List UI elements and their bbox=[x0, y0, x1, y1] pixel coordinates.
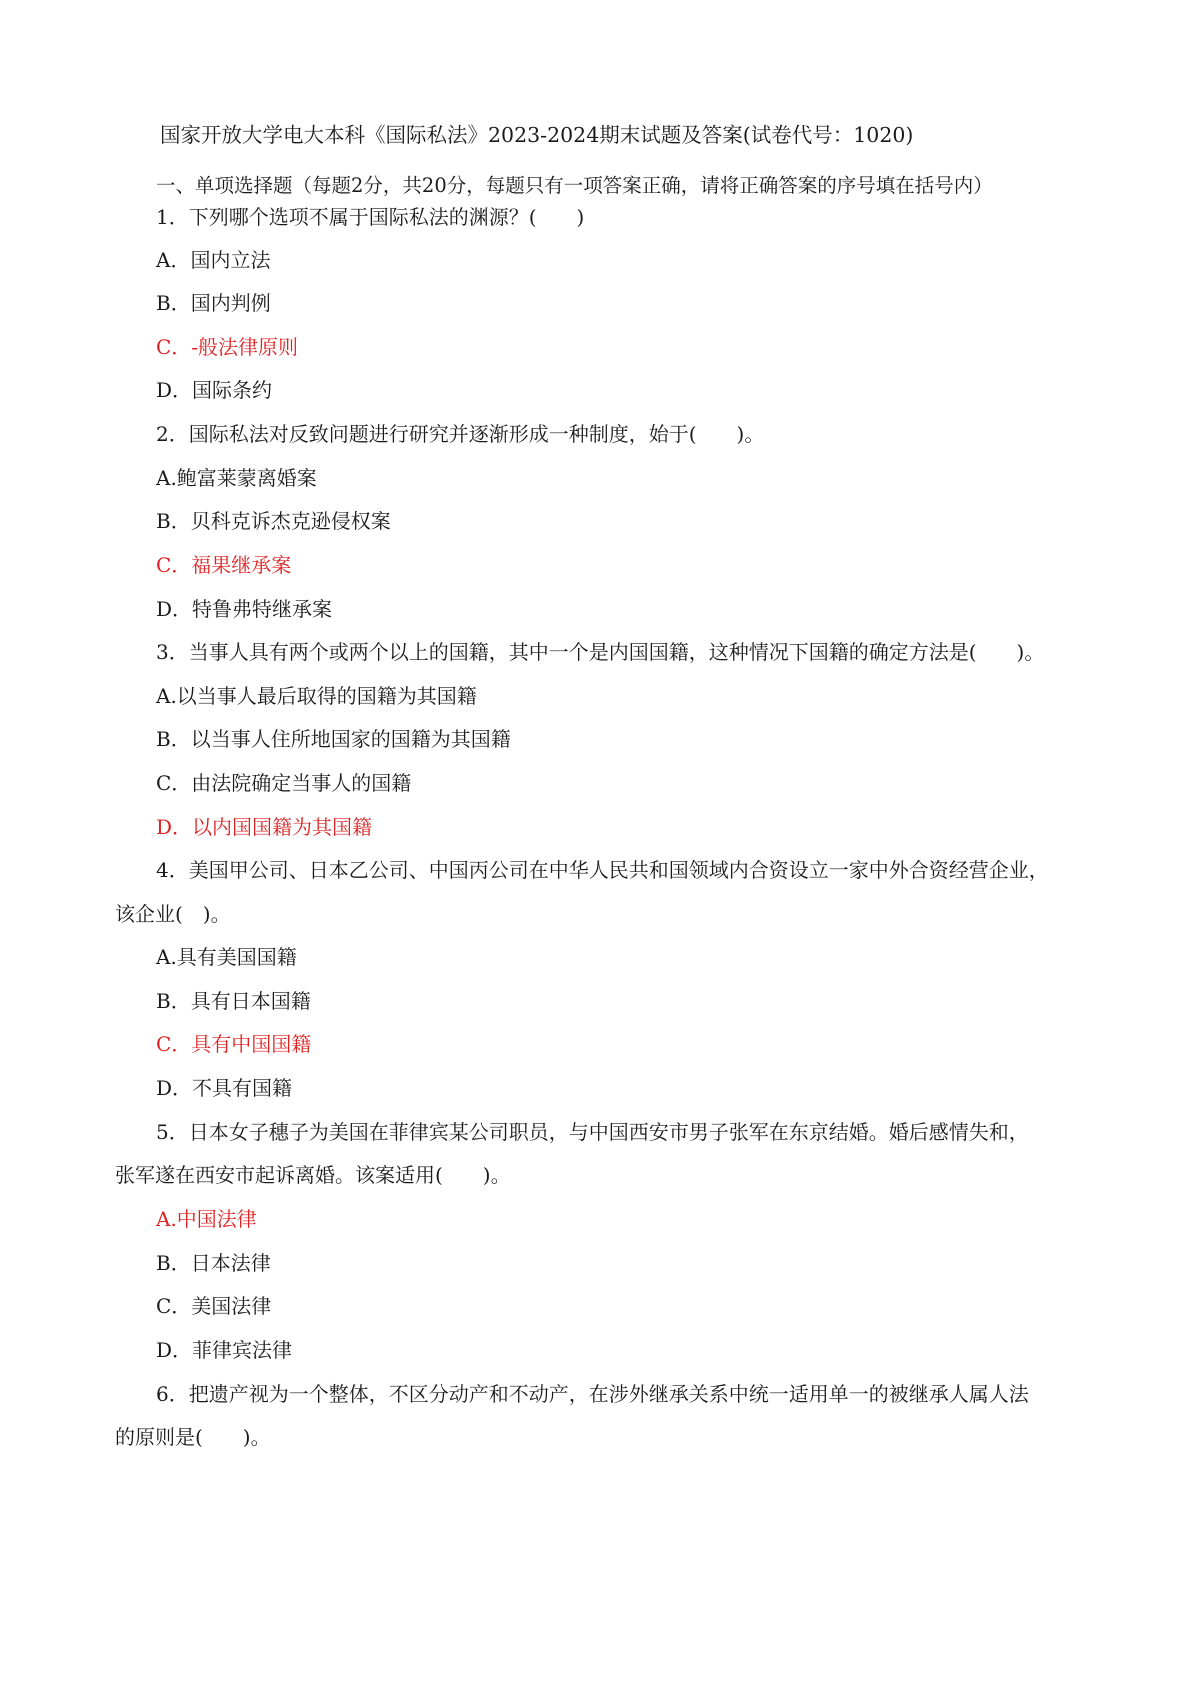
question-5-stem: 5．日本女子穗子为美国在菲律宾某公司职员，与中国西安市男子张军在东京结婚。婚后感情失和， bbox=[156, 1120, 1029, 1144]
question-5-option-d: D．菲律宾法律 bbox=[156, 1338, 293, 1362]
question-5-option-a: A.中国法律 bbox=[156, 1207, 257, 1231]
question-4-stem: 4．美国甲公司、日本乙公司、中国丙公司在中华人民共和国领域内合资设立一家中外合资经营企业， bbox=[156, 858, 1049, 882]
question-2-option-b: B．贝科克诉杰克逊侵权案 bbox=[156, 509, 391, 533]
question-1-stem: 1．下列哪个选项不属于国际私法的渊源？( ) bbox=[156, 205, 585, 229]
question-1-option-b: B．国内判例 bbox=[156, 291, 271, 315]
question-3-option-c: C．由法院确定当事人的国籍 bbox=[156, 771, 412, 795]
question-4-stem-continued: 该企业( )。 bbox=[115, 902, 231, 926]
question-2-option-d: D．特鲁弗特继承案 bbox=[156, 597, 333, 621]
question-3-option-b: B．以当事人住所地国家的国籍为其国籍 bbox=[156, 727, 511, 751]
question-3-option-d: D．以内国国籍为其国籍 bbox=[156, 815, 373, 839]
question-5-option-c: C．美国法律 bbox=[156, 1294, 272, 1318]
question-4-option-c: C．具有中国国籍 bbox=[156, 1032, 312, 1056]
question-2-option-a: A.鲍富莱蒙离婚案 bbox=[156, 466, 317, 490]
question-4-option-b: B．具有日本国籍 bbox=[156, 989, 311, 1013]
question-2-option-c: C．福果继承案 bbox=[156, 553, 292, 577]
question-1-option-a: A．国内立法 bbox=[156, 248, 271, 272]
question-1-option-d: D．国际条约 bbox=[156, 378, 273, 402]
question-5-option-b: B．日本法律 bbox=[156, 1251, 271, 1275]
question-1-option-c: C．-般法律原则 bbox=[156, 335, 299, 359]
question-3-stem: 3．当事人具有两个或两个以上的国籍，其中一个是内国国籍，这种情况下国籍的确定方法是( )。 bbox=[156, 640, 1045, 664]
question-3-option-a: A.以当事人最后取得的国籍为其国籍 bbox=[156, 684, 477, 708]
document-title: 国家开放大学电大本科《国际私法》2023-2024期末试题及答案(试卷代号：1020) bbox=[160, 123, 914, 147]
question-6-stem-continued: 的原则是( )。 bbox=[115, 1425, 271, 1449]
question-6-stem: 6．把遗产视为一个整体，不区分动产和不动产，在涉外继承关系中统一适用单一的被继承人属人法 bbox=[156, 1382, 1029, 1406]
question-4-option-d: D．不具有国籍 bbox=[156, 1076, 293, 1100]
question-5-stem-continued: 张军遂在西安市起诉离婚。该案适用( )。 bbox=[115, 1163, 511, 1187]
question-2-stem: 2．国际私法对反致问题进行研究并逐渐形成一种制度，始于( )。 bbox=[156, 422, 765, 446]
question-4-option-a: A.具有美国国籍 bbox=[156, 945, 297, 969]
section-heading: 一、单项选择题（每题2分，共20分，每题只有一项答案正确，请将正确答案的序号填在括号内） bbox=[156, 174, 993, 197]
